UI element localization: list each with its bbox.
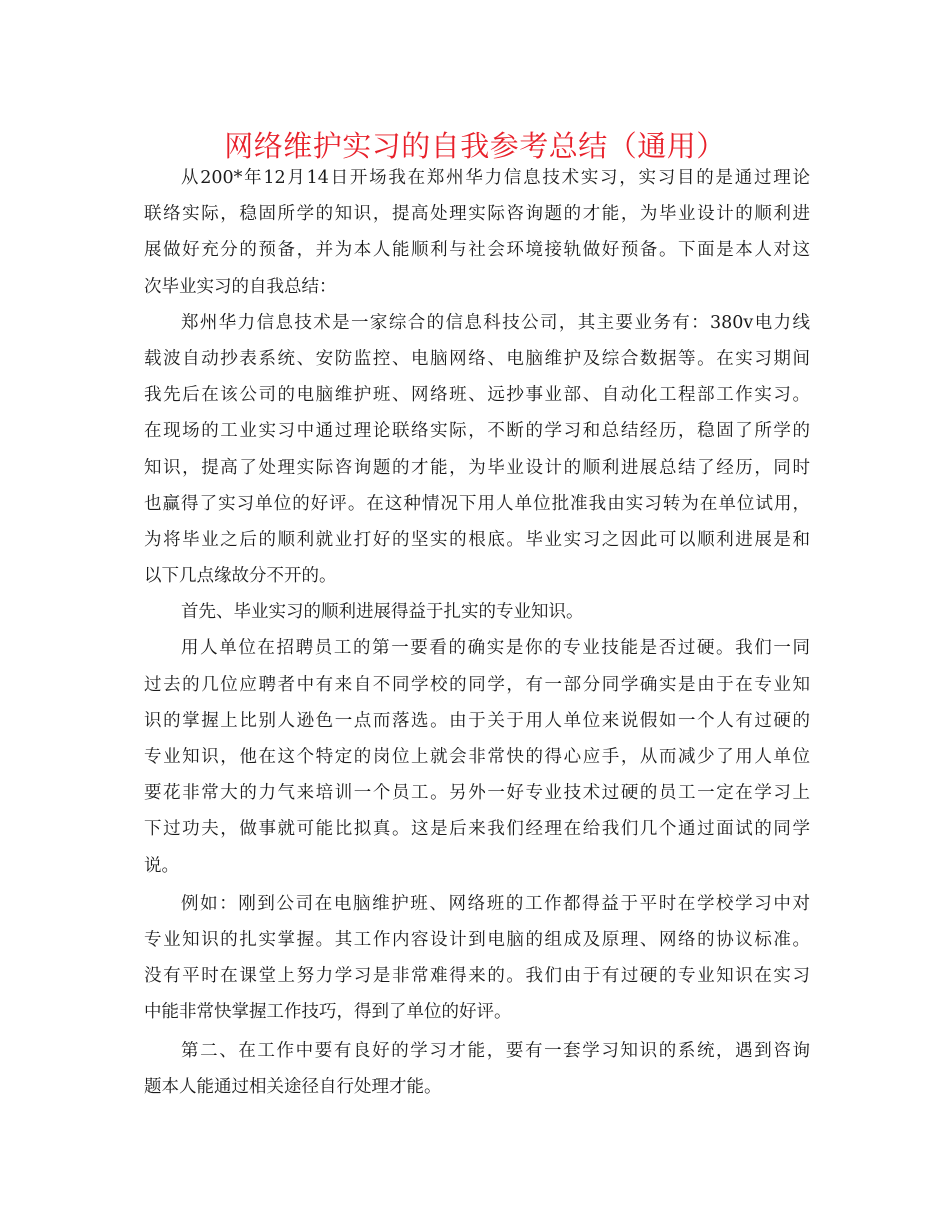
text-line: 要花非常大的力气来培训一个员工。另外一好专业技术过硬的员工一定在学习上 bbox=[144, 783, 810, 804]
text-line: 专业知识的扎实掌握。其工作内容设计到电脑的组成及原理、网络的协议标准。 bbox=[144, 929, 810, 950]
text-line: 知识，提高了处理实际咨询题的才能，为毕业设计的顺利进展总结了经历，同时 bbox=[144, 457, 810, 478]
paragraph-hiring bbox=[144, 630, 810, 883]
text-line: 以下几点缘故分不开的。 bbox=[144, 566, 337, 587]
text-line: 过去的几位应聘者中有来自不同学校的同学，有一部分同学确实是由于在专业知 bbox=[144, 674, 810, 695]
text-line: 展做好充分的预备，并为本人能顺利与社会环境接轨做好预备。下面是本人对这 bbox=[144, 240, 810, 261]
text-line: 下过功夫，做事就可能比拟真。这是后来我们经理在给我们几个通过面试的同学 bbox=[144, 819, 810, 840]
text-line: 用人单位在招聘员工的第一要看的确实是你的专业技能是否过硬。我们一同 bbox=[181, 638, 810, 659]
text-line: 从200*年12月14日开场我在郑州华力信息技术实习，实习目的是通过理论 bbox=[181, 168, 810, 188]
text-line: 说。 bbox=[144, 855, 179, 876]
text-line: 识的掌握上比别人逊色一点而落选。由于关于用人单位来说假如一个人有过硬的 bbox=[144, 710, 810, 731]
text-line: 我先后在该公司的电脑维护班、网络班、远抄事业部、自动化工程部工作实习。 bbox=[144, 385, 810, 406]
text-line: 为将毕业之后的顺利就业打好的坚实的根底。毕业实习之因此可以顺利进展是和 bbox=[144, 529, 810, 550]
text-line: 也赢得了实习单位的好评。在这种情况下用人单位批准我由实习转为在单位试用， bbox=[144, 493, 810, 514]
paragraph-example bbox=[144, 886, 810, 1031]
text-line: 例如：刚到公司在电脑维护班、网络班的工作都得益于平时在学校学习中对 bbox=[181, 893, 810, 914]
document-body bbox=[144, 160, 810, 1105]
text-line: 专业知识，他在这个特定的岗位上就会非常快的得心应手，从而减少了用人单位 bbox=[144, 747, 810, 767]
text-line: 联络实际，稳固所学的知识，提高处理实际咨询题的才能，为毕业设计的顺利进 bbox=[144, 204, 810, 225]
paragraph-second-point bbox=[144, 1033, 810, 1105]
text-line: 首先、毕业实习的顺利进展得益于扎实的专业知识。 bbox=[181, 602, 584, 623]
text-line: 第二、在工作中要有良好的学习才能，要有一套学习知识的系统，遇到咨询 bbox=[181, 1040, 810, 1061]
paragraph-intro bbox=[144, 160, 810, 305]
document-title: 网络维护实习的自我参考总结（通用） bbox=[224, 129, 726, 163]
text-line: 在现场的工业实习中通过理论联络实际，不断的学习和总结经历，稳固了所学的 bbox=[144, 421, 810, 442]
text-line: 次毕业实习的自我总结： bbox=[144, 276, 337, 297]
text-line: 没有平时在课堂上努力学习是非常难得来的。我们由于有过硬的专业知识在实习 bbox=[144, 966, 810, 987]
text-line: 载波自动抄表系统、安防监控、电脑网络、电脑维护及综合数据等。在实习期间 bbox=[144, 348, 810, 369]
text-line: 郑州华力信息技术是一家综合的信息科技公司，其主要业务有：380v电力线 bbox=[181, 312, 810, 333]
text-line: 中能非常快掌握工作技巧，得到了单位的好评。 bbox=[144, 1002, 512, 1023]
text-line: 题本人能通过相关途径自行处理才能。 bbox=[144, 1076, 442, 1097]
paragraph-first-point bbox=[144, 594, 810, 630]
paragraph-company bbox=[144, 305, 810, 595]
